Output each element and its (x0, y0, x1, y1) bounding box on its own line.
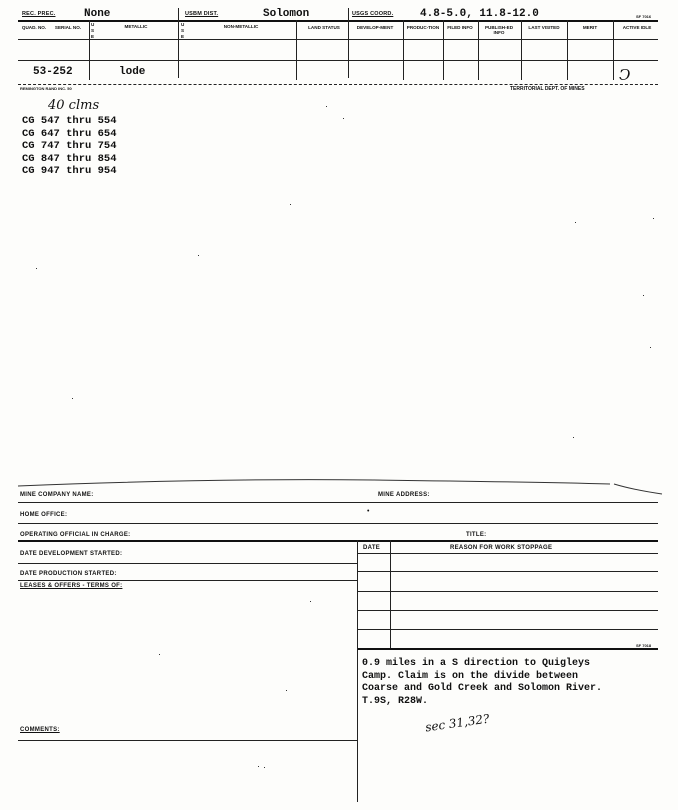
comments-label: COMMENTS: (20, 727, 60, 733)
use-letter: E (181, 34, 185, 39)
table-rule (357, 591, 658, 592)
scan-speck (650, 347, 651, 348)
scan-speck (643, 295, 644, 296)
date-dev-started-label: DATE DEVELOPMENT STARTED: (20, 551, 123, 557)
table-rule (357, 629, 658, 630)
scan-speck (326, 106, 327, 107)
col-divider (613, 20, 614, 80)
col-use-letters-nonmetal (181, 22, 184, 40)
handwritten-section: sec 31,32? (424, 711, 491, 735)
form-number-bottom: SF 7018 (636, 643, 652, 648)
use-letter: E (91, 34, 95, 39)
header-bottom-rule (18, 60, 658, 61)
col-merit: MERIT (582, 25, 598, 30)
reason-col-header: REASON FOR WORK STOPPAGE (450, 545, 553, 551)
location-line: Coarse and Gold Creek and Solomon River. (362, 683, 603, 694)
col-land-status: LAND STATUS (308, 25, 340, 30)
usgs-coord-value: 4.8-5.0, 11.8-12.0 (420, 8, 539, 20)
mine-company-name-label: MINE COMPANY NAME: (20, 492, 94, 498)
operating-official-label: OPERATING OFFICIAL IN CHARGE: (20, 532, 131, 538)
active-mark: Ↄ (619, 66, 631, 84)
scan-speck (198, 255, 199, 256)
scan-speck (264, 767, 265, 768)
printer-credit: REMINGTON RAND INC. 50 (20, 86, 72, 91)
rec-prec-value: None (84, 8, 111, 20)
strip-rule (18, 84, 658, 85)
mine-address-label: MINE ADDRESS: (378, 492, 430, 498)
rec-prec-label: REC. PREC. (22, 11, 56, 17)
scan-speck (159, 654, 160, 655)
scan-speck (286, 690, 287, 691)
col-divider (521, 20, 522, 80)
scan-speck (258, 766, 259, 767)
table-rule (357, 648, 658, 650)
scan-speck (72, 398, 73, 399)
torn-edge-line (14, 474, 664, 498)
location-line: T.9S, R28W. (362, 695, 429, 707)
leases-offers-label: LEASES & OFFERS - TERMS OF: (20, 583, 123, 589)
col-use-letters (91, 22, 94, 40)
col-divider (89, 20, 90, 80)
col-divider (403, 20, 404, 80)
col-metallic: METALLIC (124, 24, 148, 29)
claim-range: CG 547 thru 554 (22, 115, 117, 127)
table-rule (357, 553, 658, 554)
scan-speck (290, 204, 291, 205)
scan-speck (310, 601, 311, 602)
form-rule (18, 502, 658, 503)
col-divider (296, 20, 297, 80)
date-prod-started-label: DATE PRODUCTION STARTED: (20, 571, 117, 577)
form-rule (18, 580, 357, 581)
form-rule (18, 523, 658, 524)
table-rule (357, 610, 658, 611)
address-dot: • (367, 508, 370, 515)
scan-speck (575, 222, 576, 223)
table-rule (357, 571, 658, 572)
col-divider (478, 20, 479, 80)
col-divider (443, 20, 444, 80)
col-quad-no: QUAD. NO. (21, 25, 47, 30)
form-rule (18, 540, 658, 542)
scan-speck (343, 118, 344, 119)
scan-speck (653, 218, 654, 219)
title-label: TITLE: (466, 532, 487, 538)
header-mid-rule (18, 39, 658, 40)
col-non-metallic: NON-METALLIC (223, 24, 259, 29)
handwritten-claims: 40 clms (48, 98, 100, 113)
use-letter: U (91, 22, 95, 27)
usgs-coord-label: USGS COORD. (352, 11, 394, 17)
location-line: Camp. Claim is on the divide between (362, 670, 579, 682)
use-letter: S (91, 28, 95, 33)
claim-range: CG 747 thru 754 (22, 140, 117, 152)
header-divider (348, 8, 349, 78)
claim-range: CG 647 thru 654 (22, 127, 117, 140)
home-office-label: HOME OFFICE: (20, 512, 68, 518)
form-number-top: SF 7016 (636, 14, 652, 19)
header-divider (178, 8, 179, 78)
form-rule (18, 563, 357, 564)
form-rule (18, 740, 357, 741)
location-line: 0.9 miles in a S direction to Quigleys (362, 658, 591, 669)
location-note (362, 658, 602, 708)
usbm-dist-value: Solomon (263, 8, 310, 20)
col-serial-no: SERIAL NO. (54, 25, 82, 30)
table-date-divider (357, 540, 358, 802)
header-top-rule (18, 20, 658, 22)
usbm-dist-label: USBM DIST. (185, 11, 219, 17)
scan-speck (573, 437, 574, 438)
date-col-header: DATE (363, 545, 381, 551)
col-published-info: PUBLISH-ED INFO (484, 25, 514, 35)
claim-range: CG 847 thru 854 (22, 152, 117, 165)
col-production: PRODUC-TION (406, 25, 440, 30)
use-letter: S (181, 28, 185, 33)
territorial-dept: TERRITORIAL DEPT. OF MINES (510, 86, 585, 92)
use-letter: U (181, 22, 185, 27)
record-serial: 53-252 (33, 66, 73, 78)
col-development: DEVELOP-MENT (356, 25, 394, 30)
col-last-visited: LAST VISITED (528, 25, 560, 30)
col-active-idle: ACTIVE IDLE (622, 25, 652, 30)
record-metallic-type: lode (119, 66, 146, 78)
col-divider (567, 20, 568, 80)
col-filed-info: FILED INFO (447, 25, 473, 30)
claim-range: CG 947 thru 954 (22, 165, 117, 177)
scan-speck (36, 268, 37, 269)
table-date-divider (390, 540, 391, 648)
claim-ranges (22, 115, 117, 178)
